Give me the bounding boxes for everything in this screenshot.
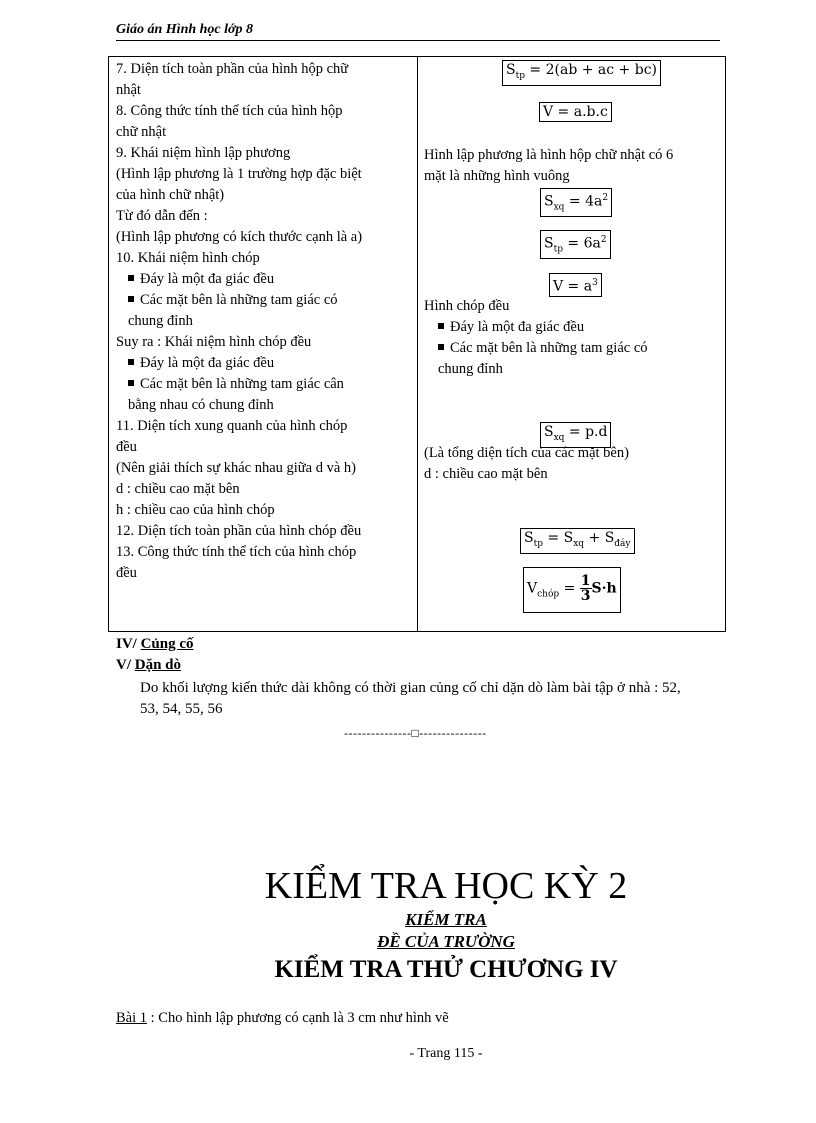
- exam-subtitle-1: KIỂM TRA: [405, 910, 487, 929]
- fraction: $\frac{1}{3}$: [580, 573, 591, 604]
- bullet-item: Đáy là một đa giác đều: [424, 317, 720, 338]
- left-line: (Nên giải thích sự khác nhau giữa d và h): [116, 460, 356, 476]
- left-line: Từ đó dẫn đến :: [116, 208, 208, 224]
- left-line: 11. Diện tích xung quanh của hình chóp: [116, 418, 348, 434]
- page-header: Giáo án Hình học lớp 8: [116, 22, 254, 37]
- left-line: 10. Khái niệm hình chóp: [116, 250, 260, 266]
- square-bullet-icon: [128, 359, 134, 365]
- formula-box-total-area-cube: $S_{tp} = 6a^2$: [540, 230, 611, 259]
- left-line: Suy ra : Khái niệm hình chóp đều: [116, 334, 312, 350]
- left-line: đều: [116, 439, 137, 455]
- left-line: h : chiều cao của hình chóp: [116, 502, 275, 518]
- left-line: 13. Công thức tính thể tích của hình chóp: [116, 544, 357, 560]
- left-line: 9. Khái niệm hình lập phương: [116, 145, 291, 161]
- cube-definition: Hình lập phương là hình hộp chữ nhật có 6 mặt là những hình vuông: [424, 147, 674, 184]
- left-line: 8. Công thức tính thể tích của hình hộp: [116, 103, 343, 119]
- square-bullet-icon: [128, 275, 134, 281]
- formula-box-lateral-area-cube: $S_{xq} = 4a^2$: [540, 188, 612, 217]
- left-line: 12. Diện tích toàn phần của hình chóp đều: [116, 523, 362, 539]
- exam-title: KIỂM TRA HỌC KỲ 2: [264, 865, 628, 907]
- left-line: 7. Diện tích toàn phần của hình hộp chữ: [116, 61, 349, 77]
- bullet-item: Các mặt bên là những tam giác có: [116, 290, 414, 311]
- formula-box-total-area-pyramid: $S_{tp} = S_{xq} + S_{đáy}$: [520, 528, 635, 554]
- homework-paragraph: Do khối lượng kiến thức dài không có thời gian củng cố chỉ dặn dò làm bài tập ở nhà : 52, 53, 54, 55, 56: [140, 680, 681, 717]
- section-iv: IV/ Củng cố: [116, 636, 194, 652]
- exercise-1: Bài 1 : Cho hình lập phương có cạnh là 3 cm như hình vẽ: [116, 1010, 449, 1026]
- section-v: V/ Dặn dò: [116, 657, 182, 673]
- bullet-item: Các mặt bên là những tam giác có: [424, 338, 720, 359]
- formula-box-total-area-cuboid: $S_{tp} = 2(ab$ + ac + bc): [502, 60, 661, 86]
- left-line: nhật: [116, 82, 141, 98]
- header-rule: [116, 40, 720, 41]
- square-bullet-icon: [438, 344, 444, 350]
- page-number: - Trang 115 -: [409, 1046, 483, 1061]
- formula-box-lateral-area-pyramid: $S_{xq} = p.d$: [540, 422, 611, 448]
- table-left-column: [116, 59, 414, 584]
- bullet-item: Đáy là một đa giác đều: [116, 353, 414, 374]
- exam-subtitle-2: ĐỀ CỦA TRƯỜNG: [377, 932, 515, 951]
- bullet-item: Các mặt bên là những tam giác cân: [116, 374, 414, 395]
- formula-box-volume-pyramid: $V_{chóp}$ = $\frac{1}{3}$ S·h: [523, 567, 621, 613]
- bullet-item: Đáy là một đa giác đều: [116, 269, 414, 290]
- square-bullet-icon: [128, 380, 134, 386]
- left-line: chữ nhật: [116, 124, 167, 140]
- left-line: bằng nhau có chung đỉnh: [128, 397, 274, 413]
- lateral-area-note: (Là tổng diện tích của các mặt bên) d : chiều cao mặt bên: [424, 445, 629, 482]
- left-line: chung đỉnh: [128, 313, 193, 329]
- formula-box-volume-cuboid: V = a.b.c: [539, 102, 612, 122]
- formula-box-volume-cube: $V = a^3$: [549, 273, 602, 297]
- left-line: đều: [116, 565, 137, 581]
- exam-subtitle-3: KIỂM TRA THỬ CHƯƠNG IV: [274, 956, 618, 983]
- square-bullet-icon: [128, 296, 134, 302]
- left-line: của hình chữ nhật): [116, 187, 225, 203]
- table-column-divider: [417, 56, 418, 632]
- left-line: d : chiều cao mặt bên: [116, 481, 240, 497]
- left-line: (Hình lập phương là 1 trường hợp đặc biệt: [116, 166, 362, 182]
- section-separator: ---------------□---------------: [344, 726, 487, 740]
- square-bullet-icon: [438, 323, 444, 329]
- left-line: (Hình lập phương có kích thước cạnh là a): [116, 229, 363, 245]
- pyramid-definition: Hình chóp đều Đáy là một đa giác đều Các mặt bên là những tam giác có chung đỉnh: [424, 296, 720, 380]
